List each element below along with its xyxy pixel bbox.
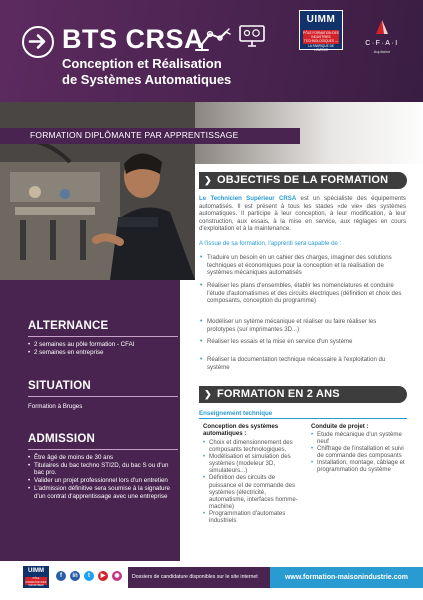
objectives-title: OBJECTIFS DE LA FORMATION [217, 174, 389, 186]
cfai-mark-icon [354, 14, 410, 38]
footer-text: Dossiers de candidature disponibles sur le site internet [132, 574, 258, 580]
facebook-icon[interactable]: f [56, 571, 66, 581]
list-item: • Programmation d'automates industriels [203, 510, 303, 524]
objective-item: • Modéliser un sytème mécanique et réaliser ou faire réaliser les prototypes (sur imprimantes 3D...) [207, 318, 406, 333]
monitor-icon [236, 25, 268, 47]
subtitle [62, 56, 231, 87]
list-item: • 2 semaines au pôle formation - CFAI [28, 341, 134, 349]
list-item: • Etude mécanique d'un système neuf [311, 431, 407, 445]
col2-heading: Conduite de projet : [311, 423, 369, 430]
alternance-list [28, 341, 134, 356]
list-item: • Valider un projet professionnel lors d'un entretien [28, 477, 174, 485]
list-item: • L'admission définitive sera soumise à la signature d'un contrat d'apprentissage avec une entreprise [28, 485, 174, 500]
objective-item: • Réaliser la documentation technique nécessaire à l'exploitation du système [207, 356, 406, 371]
chevron-right-icon: ❯ [204, 389, 212, 399]
cfai-logo-text: C·F·A·I [365, 40, 399, 47]
admission-list [28, 454, 174, 500]
col2-list [311, 431, 407, 474]
twitter-icon[interactable]: t [84, 571, 94, 581]
objectives-lead: A l'issue de sa formation, l'apprenti sera capable de : [199, 240, 342, 247]
uimm-logo-text: UIMM [306, 14, 336, 25]
cfai-logo[interactable] [354, 14, 410, 60]
divider [199, 418, 407, 419]
sidebar [0, 280, 180, 561]
divider [28, 336, 178, 337]
youtube-icon[interactable]: ▶ [98, 571, 108, 581]
list-item: • Choix et dimensionnement des composants technologiques, [203, 439, 303, 453]
linkedin-icon[interactable]: in [70, 571, 80, 581]
col1-list [203, 439, 303, 524]
situation-heading: SITUATION [28, 380, 91, 392]
admission-heading: ADMISSION [28, 433, 95, 445]
objective-item: • Réaliser les essais et la mise en service d'un système [207, 338, 406, 346]
alternance-heading: ALTERNANCE [28, 320, 109, 332]
list-item: • 2 semaines en entreprise [28, 349, 134, 357]
objectives-heading [199, 172, 407, 189]
objective-item: • Réaliser les plans d'ensembles, établir les nomenclatures et conduire l'étude d'automatismes et des circuits électriques (définition et choix des composants, conception du programme) [207, 282, 406, 305]
intro-highlight: Le Technicien Supérieur CRSA [199, 195, 297, 202]
banner-text: FORMATION DIPLÔMANTE PAR APPRENTISSAGE [30, 130, 239, 140]
subtitle-line-2: de Systèmes Automatiques [62, 71, 232, 87]
cfai-logo-sub: Aquitaine [373, 49, 391, 54]
instagram-icon[interactable]: ◉ [112, 571, 122, 581]
objective-item: • Traduire un besoin en un cahier des charges, imaginer des solutions techniques et économiques pour la conception et la réalisation de systèmes mécaniques automatisés [207, 254, 406, 277]
divider [28, 396, 178, 397]
intro-text: est un spécialiste des équipements automatisés. Il est présent à tous les stades «de vie» des systèmes automatiques. Il participe à leur conception, à leur modification, à leur construction, aux essais, à la mise en service, aux réglages en cours d'exploitation et à la maintenance. [199, 195, 406, 233]
uimm-logo[interactable] [299, 10, 343, 50]
robot-arm-icon [192, 24, 232, 52]
list-item: • Titulaires du bac techno STI2D, du bac S ou d'un bac pro. [28, 462, 174, 477]
objectives-intro [199, 195, 406, 233]
list-item: • Définition des circuits de puissance et de commande des systèmes (électricité, automatisme, interfaces homme-machine) [203, 474, 303, 509]
formation-heading [199, 386, 407, 403]
list-item: • Chiffrage de l'installation et suivi de commande des composants [311, 445, 407, 459]
website-link[interactable]: www.formation-maisonindustrie.com [270, 567, 423, 588]
list-item: • Modélisation et simulation des systèmes (modeleur 3D, simulateurs...) [203, 453, 303, 474]
list-item: • Être âgé de moins de 30 ans [28, 454, 174, 462]
subtitle-line-1: Conception et Réalisation [62, 56, 222, 71]
page-title: BTS CRSA [62, 24, 205, 54]
arrow-right-icon [22, 26, 54, 58]
footer-uimm-text: UIMM [28, 568, 44, 574]
formation-title: FORMATION EN 2 ANS [217, 388, 340, 400]
formation-subtitle: Enseignement technique [199, 410, 273, 417]
footer-uimm-logo[interactable] [23, 566, 49, 598]
situation-text: Formation à Bruges [28, 403, 83, 410]
divider [28, 449, 178, 450]
chevron-right-icon: ❯ [204, 175, 212, 185]
uimm-logo-ribbon: PÔLE FORMATION DES INDUSTRIES TECHNOLOGIQUES — LA FABRIQUE DE L'AVENIR [303, 31, 339, 52]
col1-heading: Conception des systèmes automatiques : [203, 423, 279, 437]
footer-uimm-ribbon: PÔLE FORMATION DES INDUSTRIES TECHNOLOGIQUES — LA FABRIQUE DE L'AVENIR [25, 577, 49, 598]
list-item: • Installation, montage, câblage et programmation du système [311, 459, 407, 473]
